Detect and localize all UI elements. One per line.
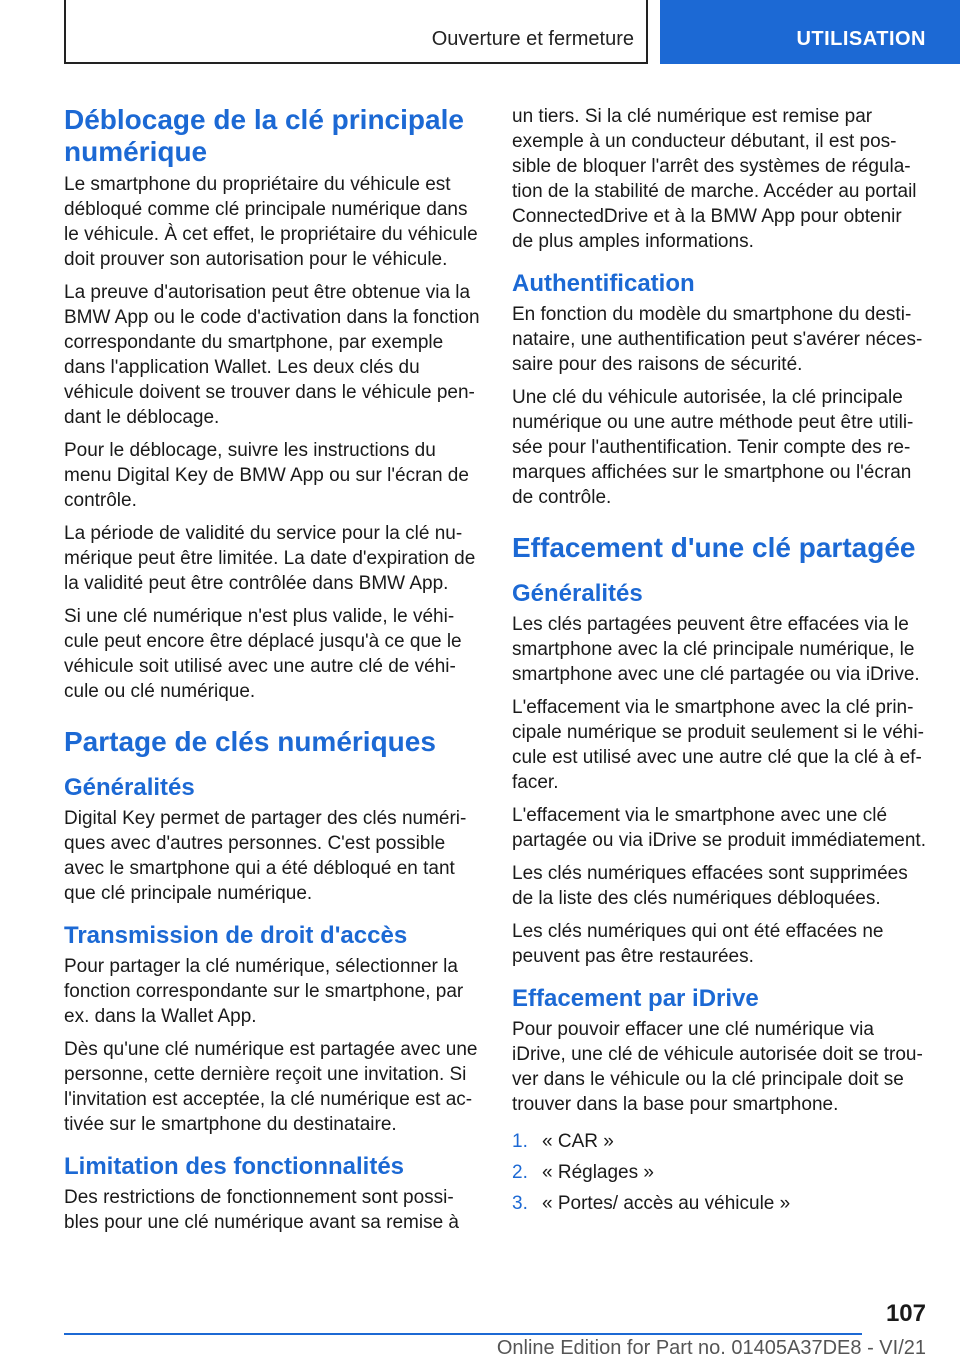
paragraph: Les clés partagées peuvent être effacées via le smartphone avec la clé principale numérique, le smartphone avec une clé partagée ou via iDrive. [512, 614, 920, 685]
paragraph: Pour partager la clé numérique, sélectionner la fonction correspondante sur le smartphone, par ex. dans la Wallet App. [64, 956, 464, 1027]
subheading-general: Généralités [64, 774, 195, 801]
heading-unlock-digital-key: Déblocage de la clé principale numérique [64, 104, 464, 167]
list-item [512, 1191, 928, 1216]
page-number: 107 [885, 1300, 926, 1327]
paragraph: L'effacement via le smartphone avec une clé partagée ou via iDrive se produit immédiatement. [512, 805, 926, 851]
footer-divider [64, 1333, 862, 1335]
heading-delete-shared-key: Effacement d'une clé partagée [512, 532, 916, 563]
paragraph: Dès qu'une clé numérique est partagée avec une personne, cette dernière reçoit une invitation. Si l'invitation est acceptée, la clé numérique est activée sur le smartphone du destinataire. [64, 1039, 478, 1135]
steps-list [512, 1129, 928, 1216]
paragraph: La période de validité du service pour la clé numérique peut être limitée. La date d'expiration de la validité peut être contrôlée dans BMW App. [64, 523, 476, 594]
step-number: 2. [512, 1162, 528, 1183]
paragraph: La preuve d'autorisation peut être obtenue via la BMW App ou le code d'activation dans la fonction correspondante du smartphone, par exemple dans l'application Wallet. Les deux clés du véhicule doivent se trouver dans le véhicule pendant le déblocage. [64, 282, 480, 428]
step-text: « CAR » [542, 1131, 614, 1152]
paragraph: Le smartphone du propriétaire du véhicule est débloqué comme clé principale numérique dans le véhicule. À cet effet, le propriétaire du véhicule doit prouver son autorisation pour le véhicule. [64, 174, 478, 270]
subheading-limitation: Limitation des fonctionnalités [64, 1153, 405, 1180]
paragraph: Pour le déblocage, suivre les instructions du menu Digital Key de BMW App ou sur l'écran de contrôle. [64, 440, 469, 511]
paragraph: un tiers. Si la clé numérique est remise par exemple à un conducteur débutant, il est possible de bloquer l'arrêt des systèmes de régulation de la stabilité de marche. Accéder au portail ConnectedDrive et à la BMW App pour obtenir de plus amples informations. [512, 106, 917, 252]
left-column [64, 104, 480, 1243]
paragraph: Les clés numériques effacées sont supprimées de la liste des clés numériques débloquées. [512, 863, 908, 909]
paragraph: L'effacement via le smartphone avec la clé principale numérique se produit seulement si le véhicule est utilisé avec une autre clé que la clé à effacer. [512, 697, 924, 793]
paragraph: Des restrictions de fonctionnement sont possibles pour une clé numérique avant sa remise à [64, 1187, 460, 1233]
paragraph: Digital Key permet de partager des clés numériques avec d'autres personnes. C'est possible avec le smartphone qui a été débloqué en tant que clé principale numérique. [64, 808, 467, 904]
subheading-delete-idrive: Effacement par iDrive [512, 985, 759, 1012]
step-text: « Réglages » [542, 1162, 654, 1183]
heading-share-keys: Partage de clés numériques [64, 726, 436, 757]
footer-edition: Online Edition for Part no. 01405A37DE8 - VI/21 [496, 1337, 926, 1359]
paragraph: Si une clé numérique n'est plus valide, le véhicule peut encore être déplacé jusqu'à ce que le véhicule soit utilisé avec une autre clé de véhicule ou clé numérique. [64, 606, 462, 702]
header-tab-label: UTILISATION [796, 28, 926, 50]
header-section-title: Ouverture et fermeture [431, 28, 634, 50]
paragraph: En fonction du modèle du smartphone du destinataire, une authentification peut s'avérer nécessaire pour des raisons de sécurité. [512, 304, 923, 375]
header-tab [660, 0, 960, 64]
subheading-general: Généralités [512, 580, 643, 607]
list-item [512, 1129, 928, 1154]
paragraph: Les clés numériques qui ont été effacées ne peuvent pas être restaurées. [512, 921, 884, 967]
paragraph: Pour pouvoir effacer une clé numérique via iDrive, une clé de véhicule autorisée doit se trouver dans le véhicule ou la clé principale doit se trouver dans la base pour smartphone. [512, 1019, 923, 1115]
step-number: 1. [512, 1131, 528, 1152]
subheading-transmission: Transmission de droit d'accès [64, 922, 408, 949]
paragraph: Une clé du véhicule autorisée, la clé principale numérique ou une autre méthode peut être utilisée pour l'authentification. Tenir compte des remarques affichées sur le smartphone ou l'écran de contrôle. [512, 387, 914, 508]
step-text: « Portes/ accès au véhicule » [542, 1193, 791, 1214]
list-item [512, 1160, 928, 1185]
step-number: 3. [512, 1193, 528, 1214]
subheading-authentication: Authentification [512, 270, 695, 297]
right-column [512, 104, 928, 1222]
